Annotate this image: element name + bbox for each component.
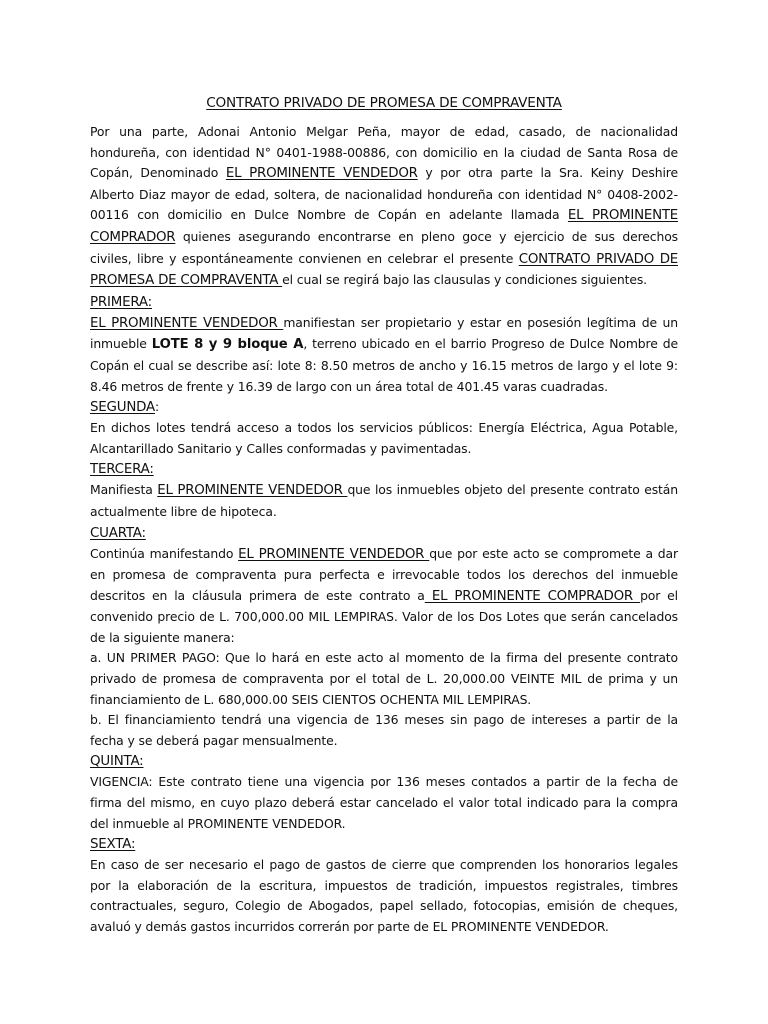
seller-party-name: EL PROMINENTE VENDEDOR <box>90 315 284 331</box>
intro-paragraph <box>90 122 678 292</box>
buyer-party-name: EL PROMINENTE COMPRADOR <box>424 588 641 604</box>
clause-cuarta-item-b: b. El financiamiento tendrá una vigencia de 136 meses sin pago de intereses a partir de la fecha y se deberá pagar mensualmente. <box>90 712 678 748</box>
clause-heading-sexta: SEXTA: <box>90 837 136 853</box>
intro-text-1: Por una parte, Adonai Antonio Melgar Peña, mayor de edad, casado, de nacionalidad hondureña, con identidad N° 0401-1988-00886, con domicilio en la ciudad de Santa Rosa de Copán, Denominado <box>90 124 678 181</box>
cuarta-text-2: que por este acto se compromete a dar en promesa de compraventa pura perfecta e irrevocable todos los derechos del inmueble descritos en la cláusula primera de este contrato a <box>90 545 678 603</box>
clause-tercera-text <box>90 480 678 522</box>
clause-heading-tercera: TERCERA: <box>90 462 154 478</box>
clause-heading-segunda: SEGUNDA <box>90 400 155 416</box>
document-title: CONTRATO PRIVADO DE PROMESA DE COMPRAVENTA <box>206 95 562 111</box>
clause-heading-cuarta: CUARTA: <box>90 525 146 541</box>
clause-sexta-text: En caso de ser necesario el pago de gastos de cierre que comprenden los honorarios legales por la elaboración de la escritura, impuestos de tradición, impuestos registrales, timbres contractuales, seguro, Colegio de Abogados, papel sellado, fotocopias, emisión de cheques, avaluó y demás gastos incurridos correrán por parte de EL PROMINENTE VENDEDOR. <box>90 857 678 934</box>
contract-page <box>90 92 678 938</box>
seller-party-name: EL PROMINENTE VENDEDOR <box>157 483 348 499</box>
buyer-party-name: EL PROMINENTE COMPRADOR <box>90 208 678 245</box>
cuarta-text-3: por el convenido precio de L. 700,000.00 MIL LEMPIRAS. Valor de los Dos Lotes que serán cancelados de la siguiente manera: <box>90 587 679 645</box>
clause-primera-text <box>90 313 678 397</box>
seller-party-name: EL PROMINENTE VENDEDOR <box>225 166 418 182</box>
primera-text-2: , terreno ubicado en el barrio Progreso de Dulce Nombre de Copán el cual se describe así: lote 8: 8.50 metros de ancho y 16.15 metros de largo y el lote 9: 8.46 metros de frente y 16.39 de largo con un área total de 401.45 varas cuadradas. <box>90 336 678 394</box>
tercera-text-1: Manifiesta <box>90 482 158 498</box>
tercera-text-2: que los inmuebles objeto del presente contrato están actualmente libre de hipoteca. <box>90 482 678 519</box>
lot-identifier: LOTE 8 y 9 bloque A <box>151 337 304 353</box>
clause-heading-segunda-wrap <box>90 397 678 418</box>
intro-text-3: quienes asegurando encontrarse en pleno goce y ejercicio de sus derechos civiles, libre y espontáneamente convienen en celebrar el presente <box>90 228 678 266</box>
contract-name: CONTRATO PRIVADO DE PROMESA DE COMPRAVENTA <box>90 251 678 289</box>
clause-cuarta-text <box>90 544 678 649</box>
primera-text-1: manifiestan ser propietario y estar en posesión legítima de un inmueble <box>90 314 679 352</box>
clause-heading-primera: PRIMERA: <box>90 294 152 310</box>
cuarta-text-1: Continúa manifestando <box>90 545 239 561</box>
clause-quinta-text: VIGENCIA: Este contrato tiene una vigencia por 136 meses contados a partir de la fecha de firma del mismo, en cuyo plazo deberá estar cancelado el valor total indicado para la compra del inmueble al PROMINENTE VENDEDOR. <box>90 774 678 831</box>
seller-party-name: EL PROMINENTE VENDEDOR <box>238 546 430 562</box>
clause-heading-quinta: QUINTA: <box>90 754 144 770</box>
clause-segunda-text: En dichos lotes tendrá acceso a todos los servicios públicos: Energía Eléctrica, Agua Potable, Alcantarillado Sanitario y Calles conformadas y pavimentadas. <box>90 420 678 456</box>
intro-text-2: y por otra parte la Sra. Keiny Deshire Alberto Diaz mayor de edad, soltera, de nacionalidad hondureña con identidad N° 0408-2002-00116 con domicilio en Dulce Nombre de Copán en adelante llamada <box>90 165 678 223</box>
intro-text-4: el cual se regirá bajo las clausulas y condiciones siguientes. <box>282 272 647 288</box>
clause-heading-segunda-colon: : <box>155 399 160 415</box>
clause-cuarta-item-a: a. UN PRIMER PAGO: Que lo hará en este acto al momento de la firma del presente contrato privado de promesa de compraventa por el total de L. 20,000.00 VEINTE MIL de prima y un financiamiento de L. 680,000.00 SEIS CIENTOS OCHENTA MIL LEMPIRAS. <box>90 650 678 707</box>
